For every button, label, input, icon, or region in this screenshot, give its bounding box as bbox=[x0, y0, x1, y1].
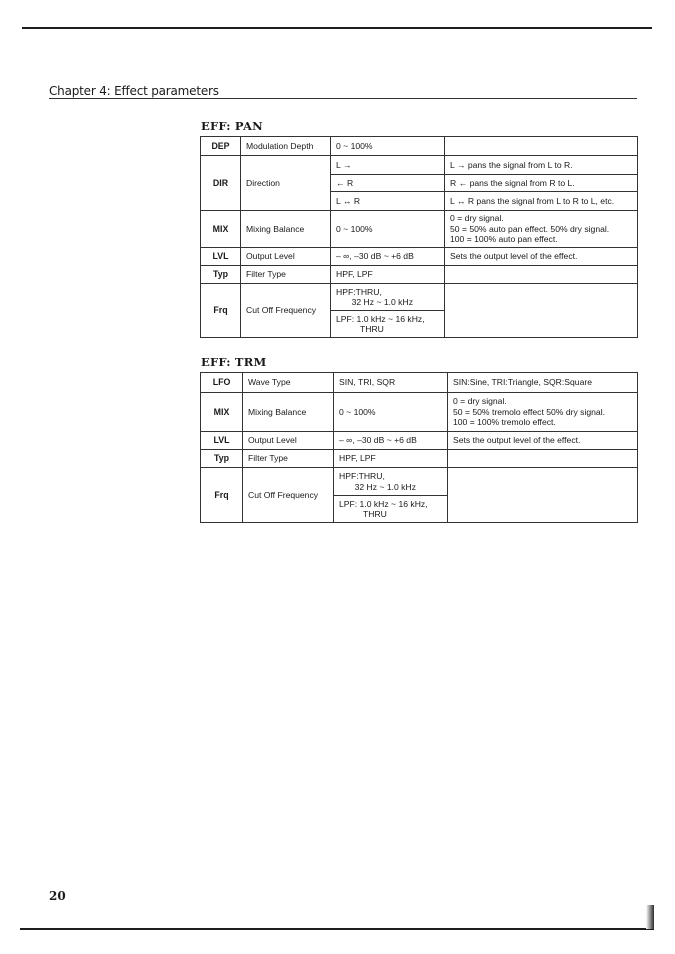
top-rule bbox=[22, 27, 652, 29]
section-heading-trm: EFF: TRM bbox=[201, 355, 267, 369]
section-heading-pan: EFF: PAN bbox=[201, 119, 263, 133]
param-name: Output Level bbox=[243, 432, 334, 450]
param-abbr: Typ bbox=[201, 266, 241, 284]
table-row bbox=[201, 248, 638, 266]
param-name: Cut Off Frequency bbox=[243, 468, 334, 523]
page-number: 20 bbox=[49, 889, 66, 903]
param-range: 0 ~ 100% bbox=[331, 211, 445, 248]
param-name: Filter Type bbox=[243, 450, 334, 468]
param-abbr: MIX bbox=[201, 393, 243, 432]
scan-edge-shadow bbox=[646, 905, 654, 929]
param-option: L → bbox=[331, 156, 445, 175]
param-desc bbox=[445, 266, 638, 284]
desc-line: 0 = dry signal. bbox=[453, 396, 507, 407]
param-range: 0 ~ 100% bbox=[334, 393, 448, 432]
param-name: Mixing Balance bbox=[241, 211, 331, 248]
param-desc bbox=[445, 284, 638, 338]
param-name: Filter Type bbox=[241, 266, 331, 284]
range-line: LPF: 1.0 kHz ~ 16 kHz, bbox=[336, 313, 425, 324]
desc-line: 0 = dry signal. bbox=[450, 213, 504, 224]
param-abbr: DEP bbox=[201, 137, 241, 156]
param-range-hpf bbox=[334, 468, 448, 496]
table-row bbox=[201, 211, 638, 248]
param-range: HPF, LPF bbox=[331, 266, 445, 284]
bottom-rule bbox=[20, 928, 654, 930]
chapter-title: Chapter 4: Effect parameters bbox=[49, 84, 219, 98]
param-abbr: Typ bbox=[201, 450, 243, 468]
table-row bbox=[201, 393, 638, 432]
desc-line: 50 = 50% tremolo effect 50% dry signal. bbox=[453, 406, 605, 417]
range-line: THRU bbox=[363, 509, 387, 519]
table-row bbox=[201, 468, 638, 496]
param-desc: L ↔ R pans the signal from L to R to L, etc. bbox=[445, 192, 638, 211]
param-desc bbox=[445, 211, 638, 248]
param-option: ← R bbox=[331, 175, 445, 192]
desc-line: 100 = 100% tremolo effect. bbox=[453, 417, 556, 428]
param-range-lpf bbox=[331, 311, 445, 338]
table-row bbox=[201, 450, 638, 468]
param-abbr: MIX bbox=[201, 211, 241, 248]
range-line: 32 Hz ~ 1.0 kHz bbox=[351, 297, 413, 307]
param-range: 0 ~ 100% bbox=[331, 137, 445, 156]
param-abbr: Frq bbox=[201, 468, 243, 523]
chapter-rule bbox=[49, 98, 637, 99]
desc-line: 100 = 100% auto pan effect. bbox=[450, 234, 558, 245]
table-row bbox=[201, 373, 638, 393]
param-desc bbox=[448, 450, 638, 468]
trm-parameter-table bbox=[200, 372, 638, 523]
param-abbr: LVL bbox=[201, 432, 243, 450]
table-row bbox=[201, 432, 638, 450]
param-abbr: LVL bbox=[201, 248, 241, 266]
param-desc bbox=[448, 468, 638, 523]
param-range-hpf bbox=[331, 284, 445, 311]
param-range: – ∞, –30 dB ~ +6 dB bbox=[331, 248, 445, 266]
param-name: Output Level bbox=[241, 248, 331, 266]
table-row bbox=[201, 266, 638, 284]
param-name: Cut Off Frequency bbox=[241, 284, 331, 338]
param-abbr: LFO bbox=[201, 373, 243, 393]
range-line: THRU bbox=[360, 324, 384, 334]
param-name: Wave Type bbox=[243, 373, 334, 393]
param-name: Mixing Balance bbox=[243, 393, 334, 432]
param-desc bbox=[445, 137, 638, 156]
param-abbr: Frq bbox=[201, 284, 241, 338]
param-range: HPF, LPF bbox=[334, 450, 448, 468]
pan-parameter-table bbox=[200, 136, 638, 338]
param-range-lpf bbox=[334, 496, 448, 523]
param-name: Modulation Depth bbox=[241, 137, 331, 156]
param-desc: SIN:Sine, TRI:Triangle, SQR:Square bbox=[448, 373, 638, 393]
param-name: Direction bbox=[241, 156, 331, 211]
param-desc: L → pans the signal from L to R. bbox=[445, 156, 638, 175]
param-desc: Sets the output level of the effect. bbox=[445, 248, 638, 266]
param-desc: R ← pans the signal from R to L. bbox=[445, 175, 638, 192]
table-row bbox=[201, 156, 638, 175]
range-line: 32 Hz ~ 1.0 kHz bbox=[354, 481, 416, 492]
table-row bbox=[201, 284, 638, 311]
param-abbr: DIR bbox=[201, 156, 241, 211]
range-line: HPF:THRU, bbox=[336, 286, 382, 297]
desc-line: 50 = 50% auto pan effect. 50% dry signal. bbox=[450, 223, 610, 234]
param-option: L ↔ R bbox=[331, 192, 445, 211]
param-desc: Sets the output level of the effect. bbox=[448, 432, 638, 450]
param-range: SIN, TRI, SQR bbox=[334, 373, 448, 393]
range-line: LPF: 1.0 kHz ~ 16 kHz, bbox=[339, 498, 428, 509]
param-range: – ∞, –30 dB ~ +6 dB bbox=[334, 432, 448, 450]
param-desc bbox=[448, 393, 638, 432]
range-line: HPF:THRU, bbox=[339, 471, 385, 482]
table-row bbox=[201, 137, 638, 156]
